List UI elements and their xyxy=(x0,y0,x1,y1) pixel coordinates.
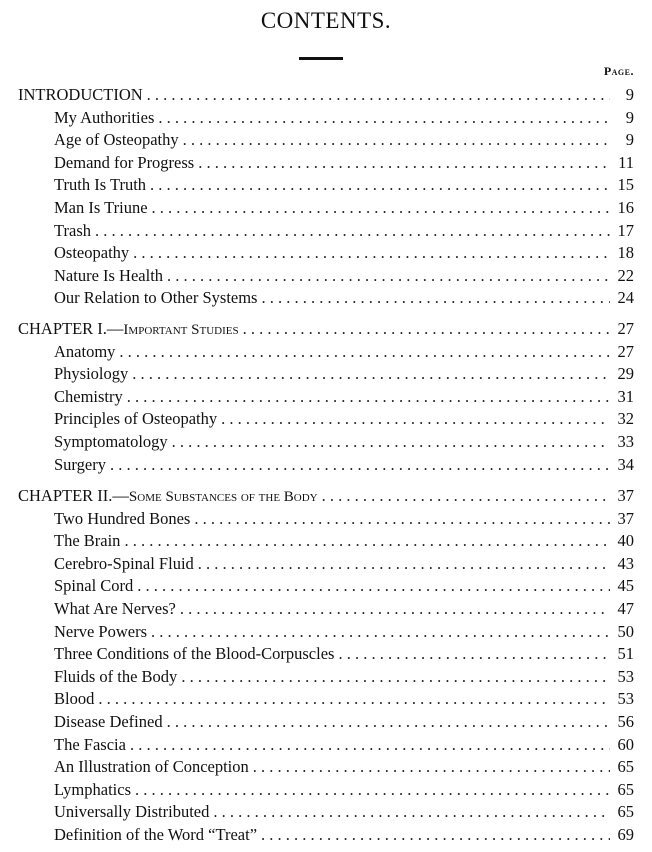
dot-leader xyxy=(150,174,610,197)
toc-heading xyxy=(0,485,652,508)
entry-title: Nature Is Health xyxy=(54,265,164,285)
toc-entry xyxy=(0,801,652,824)
entry-title: What Are Nerves? xyxy=(54,598,176,618)
entry-title: Truth Is Truth xyxy=(54,175,147,195)
toc-entry xyxy=(0,431,652,454)
page-number: 53 xyxy=(617,666,634,686)
dot-leader xyxy=(127,386,610,409)
toc-entry xyxy=(0,174,652,197)
dot-leader xyxy=(172,431,610,454)
dot-leader xyxy=(95,220,610,243)
dot-leader xyxy=(130,734,610,757)
entry-title: Osteopathy xyxy=(54,243,130,263)
toc-heading xyxy=(0,84,652,107)
dot-leader xyxy=(98,688,610,711)
entry-title: Demand for Progress xyxy=(54,152,195,172)
page-number: 50 xyxy=(617,621,634,641)
page-number: 65 xyxy=(617,802,634,822)
dot-leader xyxy=(221,408,610,431)
toc-entry xyxy=(0,621,652,644)
page-number: 9 xyxy=(625,85,634,104)
page-number: 53 xyxy=(617,689,634,709)
toc-entry xyxy=(0,265,652,288)
entry-title: Age of Osteopathy xyxy=(54,130,179,150)
entry-title: Three Conditions of the Blood-Corpuscles xyxy=(54,644,335,664)
toc-heading xyxy=(0,318,652,341)
toc-entry xyxy=(0,756,652,779)
entry-title: The Fascia xyxy=(54,734,126,754)
entry-title: Symptomatology xyxy=(54,431,168,451)
dot-leader xyxy=(183,129,610,152)
entry-title: Universally Distributed xyxy=(54,802,210,822)
page-number: 15 xyxy=(617,175,634,195)
page-number: 56 xyxy=(617,711,634,731)
dot-leader xyxy=(110,454,610,477)
entry-title: Physiology xyxy=(54,364,129,384)
page-number: 32 xyxy=(617,409,634,429)
toc-entry xyxy=(0,341,652,364)
dot-leader xyxy=(338,643,610,666)
dot-leader xyxy=(167,711,610,734)
page-number: 24 xyxy=(617,288,634,308)
page-number: 34 xyxy=(617,454,634,474)
page-number: 60 xyxy=(617,734,634,754)
dot-leader xyxy=(133,242,610,265)
toc-entry xyxy=(0,287,652,310)
entry-title: Two Hundred Bones xyxy=(54,508,191,528)
toc-section-introduction xyxy=(0,84,652,310)
toc-entry xyxy=(0,386,652,409)
entry-title: Surgery xyxy=(54,454,106,474)
dot-leader xyxy=(180,598,610,621)
heading-subtitle: Some Substances of the Body xyxy=(128,489,318,505)
page-title: CONTENTS. xyxy=(260,8,392,33)
entry-title: Principles of Osteopathy xyxy=(54,409,218,429)
toc-entry xyxy=(0,197,652,220)
dot-leader xyxy=(152,197,610,220)
entry-title: Disease Defined xyxy=(54,711,163,731)
page-number: 37 xyxy=(617,508,634,528)
page-number: 37 xyxy=(617,486,634,505)
dot-leader xyxy=(151,621,610,644)
dot-leader xyxy=(181,666,610,689)
entry-title: An Illustration of Conception xyxy=(54,757,249,777)
toc-entry xyxy=(0,643,652,666)
page-number: 43 xyxy=(617,553,634,573)
entry-title: Lymphatics xyxy=(54,779,131,799)
page-number: 11 xyxy=(618,152,634,172)
toc-entry xyxy=(0,598,652,621)
toc-entry xyxy=(0,530,652,553)
heading-subtitle: Important Studies xyxy=(123,322,239,338)
heading-prefix: CHAPTER I.— xyxy=(18,319,124,338)
dot-leader xyxy=(261,287,610,310)
toc-entry xyxy=(0,666,652,689)
page-number: 9 xyxy=(625,130,634,150)
dot-leader xyxy=(253,756,610,779)
page-number: 27 xyxy=(617,319,634,338)
toc-entry xyxy=(0,242,652,265)
entry-title: Our Relation to Other Systems xyxy=(54,288,258,308)
toc-entry xyxy=(0,454,652,477)
page-number: 69 xyxy=(617,824,634,844)
toc-entry xyxy=(0,734,652,757)
dot-leader xyxy=(158,107,610,130)
dot-leader xyxy=(213,801,610,824)
toc-entry xyxy=(0,575,652,598)
entry-title: The Brain xyxy=(54,531,121,551)
entry-title: Nerve Powers xyxy=(54,621,148,641)
toc-entry xyxy=(0,688,652,711)
page-number: 47 xyxy=(617,598,634,618)
toc-entry xyxy=(0,152,652,175)
dot-leader xyxy=(119,341,610,364)
entry-title: Fluids of the Body xyxy=(54,666,178,686)
toc-entry xyxy=(0,508,652,531)
entry-title: Chemistry xyxy=(54,386,123,406)
entry-title: Spinal Cord xyxy=(54,576,134,596)
page-number: 17 xyxy=(617,220,634,240)
entry-title: My Authorities xyxy=(54,107,155,127)
page-number: 22 xyxy=(617,265,634,285)
page-number: 33 xyxy=(617,431,634,451)
dot-leader xyxy=(261,824,610,847)
toc-entry xyxy=(0,408,652,431)
page-number: 18 xyxy=(617,243,634,263)
heading-prefix: CHAPTER II.— xyxy=(18,486,129,505)
page-number: 16 xyxy=(617,197,634,217)
toc-entry xyxy=(0,779,652,802)
toc-entry xyxy=(0,553,652,576)
toc-section-chapter-1 xyxy=(0,318,652,476)
toc-entry xyxy=(0,107,652,130)
dot-leader xyxy=(198,553,610,576)
page-number: 40 xyxy=(617,531,634,551)
dot-leader xyxy=(137,575,610,598)
entry-title: Definition of the Word “Treat” xyxy=(54,824,258,844)
page-number: 9 xyxy=(625,107,634,127)
dot-leader xyxy=(243,318,610,341)
entry-title: Man Is Triune xyxy=(54,197,148,217)
toc-entry xyxy=(0,711,652,734)
toc-entry xyxy=(0,220,652,243)
page-number: 29 xyxy=(617,364,634,384)
dot-leader xyxy=(194,508,610,531)
toc-section-chapter-2 xyxy=(0,485,652,847)
toc-entry xyxy=(0,363,652,386)
page-number: 31 xyxy=(617,386,634,406)
dot-leader xyxy=(322,485,610,508)
dot-leader xyxy=(198,152,610,175)
dot-leader xyxy=(132,363,610,386)
entry-title: Blood xyxy=(54,689,95,709)
toc-entry xyxy=(0,824,652,847)
page-number: 45 xyxy=(617,576,634,596)
entry-title: Anatomy xyxy=(54,341,116,361)
page-number: 65 xyxy=(617,757,634,777)
title-divider xyxy=(299,57,343,60)
heading-prefix: INTRODUCTION xyxy=(18,85,143,104)
dot-leader xyxy=(124,530,610,553)
page-number: 65 xyxy=(617,779,634,799)
dot-leader xyxy=(167,265,610,288)
entry-title: Trash xyxy=(54,220,91,240)
page-column-label: Page. xyxy=(603,64,634,78)
dot-leader xyxy=(147,84,610,107)
dot-leader xyxy=(135,779,610,802)
page-number: 51 xyxy=(617,644,634,664)
page-number: 27 xyxy=(617,341,634,361)
toc-entry xyxy=(0,129,652,152)
entry-title: Cerebro-Spinal Fluid xyxy=(54,553,194,573)
